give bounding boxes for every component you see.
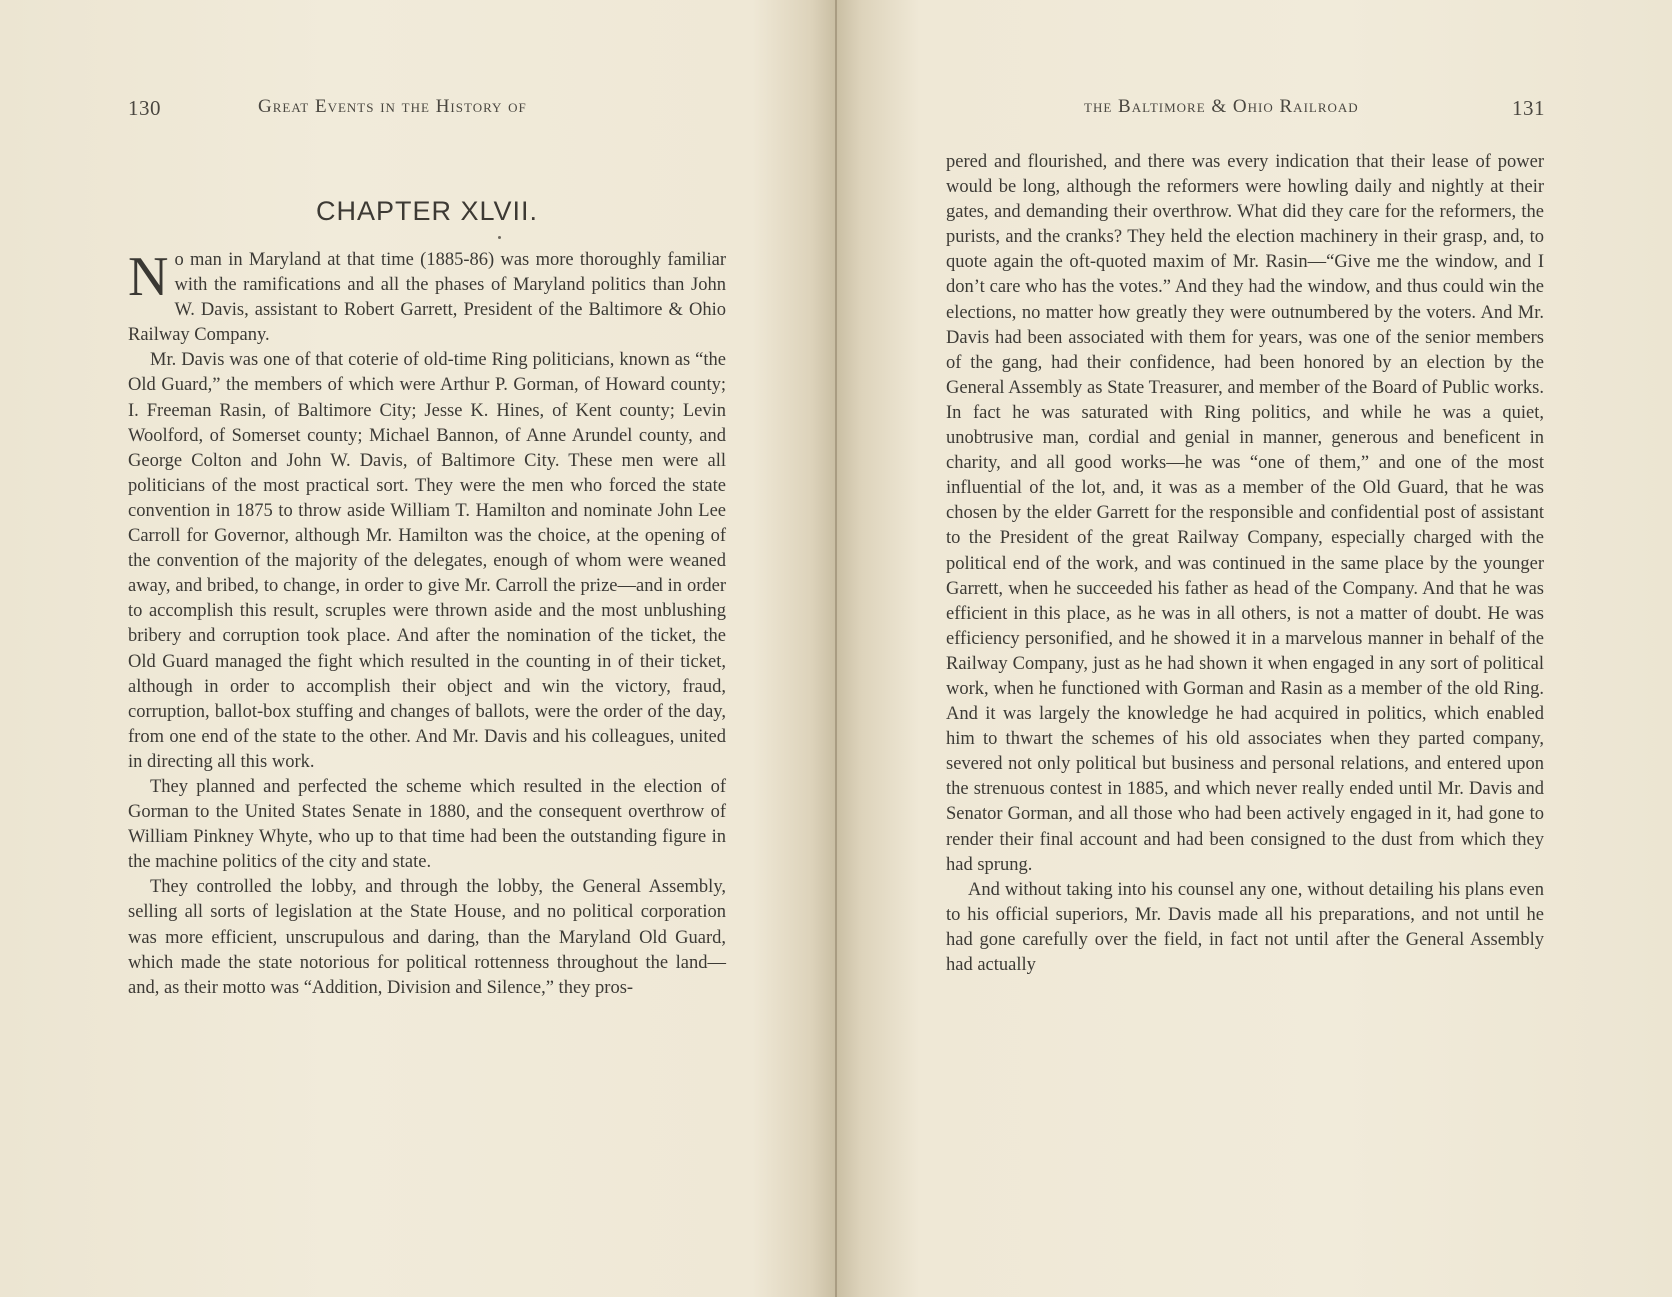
chapter-title: CHAPTER XLVII. [315, 196, 539, 226]
paragraph: Mr. Davis was one of that coterie of old-time Ring politicians, known as “the Old Guard,” the members of which were Arthur P. Gorman, of Howard county; I. Freeman Rasin, of Baltimore City; Jesse K. Hines, of Kent county; Levin Woolford, of Somerset county; Michael Bannon, of Anne Arundel county, and George Colton and John W. Davis, of Baltimore City. These men were all politicians of the most practical sort. They were the men who forced the state convention in 1875 to throw aside William T. Hamilton and nominate John Lee Carroll for Governor, although Mr. Hamilton was the choice, at the opening of the convention of the majority of the delegates, enough of whom were weaned away, and bribed, to change, in order to give Mr. Carroll the prize—and in order to accomplish this result, scruples were thrown aside and the most unblushing bribery and corruption took place. And after the nomination of the ticket, the Old Guard managed the fight which resulted in the counting in of their ticket, although in order to accomplish their object and win the victory, fraud, corruption, ballot-box stuffing and changes of ballots, were the order of the day, from one end of the state to the other. And Mr. Davis and his colleagues, united in directing all this work. [128, 350, 726, 772]
left-page-number: 130 [128, 96, 161, 120]
drop-cap: N [128, 246, 169, 308]
right-text-block [946, 150, 1544, 978]
left-text-block [128, 248, 726, 1001]
paragraph: They planned and perfected the scheme which resulted in the election of Gorman to the United States Senate in 1880, and the consequent overthrow of William Pinkney Whyte, who up to that time had been the outstanding figure in the machine politics of the city and state. [128, 776, 726, 873]
paragraph [128, 248, 726, 348]
paragraph: And without taking into his counsel any one, without detailing his plans even to his official superiors, Mr. Davis made all his preparations, and not until he had gone carefully over the field, in fact not until after the General Assembly had actually [946, 879, 1544, 975]
right-page [836, 0, 1672, 1297]
paragraph: They controlled the lobby, and through the lobby, the General Assembly, selling all sorts of legislation at the State House, and no political corporation was more efficient, unscrupulous and daring, than the Maryland Old Guard, which made the state notorious for political rottenness throughout the land—and, as their motto was “Addition, Division and Silence,” they pros- [128, 877, 726, 998]
paragraph-text: o man in Maryland at that time (1885-86) was more thoroughly familiar with the ramifications and all the phases of Maryland politics than John W. Davis, assistant to Robert Garrett, President of the Baltimore & Ohio Railway Company. [128, 250, 726, 346]
right-running-head: the Baltimore & Ohio Railroad [1084, 96, 1359, 117]
right-page-number: 131 [1512, 96, 1545, 120]
paragraph: pered and flourished, and there was every indication that their lease of power would be long, although the reformers were howling daily and nightly at their gates, and demanding their overthrow. What did they care for the reformers, the purists, and the cranks? They held the election machinery in their grasp, and, to quote again the oft-quoted maxim of Mr. Rasin—“Give me the window, and I don’t care who has the votes.” And they had the window, and thus could win the elections, no matter how greatly they were outnumbered by the voters. And Mr. Davis had been associated with them for years, was one of the senior members of the gang, had their confidence, had been honored by an election by the General Assembly as State Treasurer, and member of the Board of Public works. In fact he was saturated with Ring politics, and while he was a quiet, unobtrusive man, cordial and genial in manner, generous and beneficent in charity, and all good works—he was “one of them,” and one of the most influential of the lot, and, it was as a member of the Old Guard, that he was chosen by the elder Garrett for the responsible and confidential post of assistant to the President of the great Railway Company, especially charged with the political end of the work, and was continued in the same place by the younger Garrett, when he succeeded his father as head of the Company. And that he was efficient in this place, as he was in all others, is not a matter of doubt. He was efficiency personified, and he showed it in a marvelous manner in behalf of the Railway Company, just as he had shown it when engaged in any sort of political work, when he functioned with Gorman and Rasin as a member of the old Ring. And it was largely the knowledge he had acquired in politics, which enabled him to thwart the schemes of his old associates when they parted company, severed not only political but business and personal relations, and entered upon the strenuous contest in 1885, and which never really ended until Mr. Davis and Senator Gorman, and all those who had been actively engaged in it, had gone to render their final account and had been consigned to the dust from which they had sprung. [946, 152, 1544, 875]
left-running-head: Great Events in the History of [258, 96, 527, 117]
ornament-dot [498, 236, 501, 239]
